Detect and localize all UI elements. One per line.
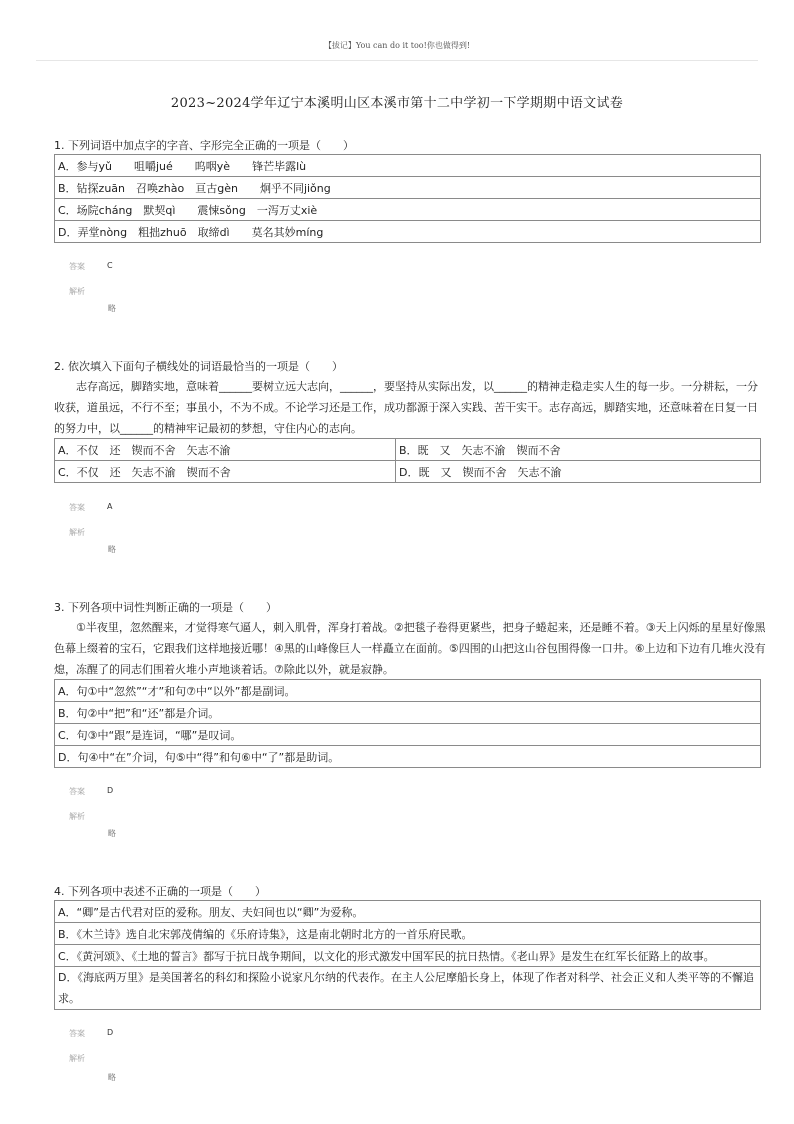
q3-options	[54, 679, 761, 768]
q4-answer-label: 答案	[69, 1029, 85, 1038]
q1-option-b[interactable]: B．钻探zuān 召唤zhào 亘古gèn 炯乎不同jiǒng	[55, 177, 761, 199]
q1-explain-label: 解析	[69, 287, 85, 296]
exam-title: 2023~2024学年辽宁本溪明山区本溪市第十二中学初一下学期期中语文试卷	[170, 96, 624, 111]
q1-option-c[interactable]: C．场院cháng 默契qì 震悚sǒng 一泻万丈xiè	[55, 199, 761, 221]
q1-option-a[interactable]: A．参与yǔ 咀嚼jué 呜咽yè 锋芒毕露lù	[55, 155, 761, 177]
q2-option-b[interactable]: B．既 又 矢志不渝 锲而不舍	[396, 439, 761, 461]
q2-option-d[interactable]: D．既 又 锲而不舍 矢志不渝	[396, 461, 761, 483]
q3-option-b[interactable]: B．句②中“把”和“还”都是介词。	[55, 702, 761, 724]
q3-answer-value: D	[107, 786, 114, 795]
q4-option-a[interactable]: A．“卿”是古代君对臣的爱称。朋友、夫妇间也以“卿”为爱称。	[55, 901, 761, 923]
q2-options	[54, 438, 761, 483]
q1-explain-icon: 略	[108, 304, 116, 313]
q2-answer-value: A	[107, 502, 113, 511]
q4-explain-icon: 略	[108, 1073, 116, 1082]
q1-answer-value: C	[107, 261, 113, 270]
q1-stem: 1. 下列词语中加点字的字音、字形完全正确的一项是（ ）	[54, 139, 354, 152]
q3-option-c[interactable]: C．句③中“跟”是连词，“哪”是叹词。	[55, 724, 761, 746]
q1-options	[54, 154, 761, 243]
q4-option-c[interactable]: C．《黄河颂》、《土地的誓言》都写于抗日战争期间，以文化的形式激发中国军民的抗日热情。《老山界》是发生在红军长征路上的故事。	[55, 945, 761, 967]
q1-answer-label: 答案	[69, 262, 85, 271]
q3-explain-label: 解析	[69, 812, 85, 821]
header-divider	[36, 60, 758, 61]
q3-passage: ①半夜里，忽然醒来，才觉得寒气逼人，刺入肌骨，浑身打着战。②把毯子卷得更紧些，把身子蜷起来，还是睡不着。③天上闪烁的星星好像黑色幕上缀着的宝石，它跟我们这样地接近哪！④黑的山峰像巨人一样矗立在面前。⑤四围的山把这山谷包围得像一口井。⑥上边和下边有几堆火没有熄，冻醒了的同志们围着火堆小声地谈着话。⑦除此以外，就是寂静。	[54, 621, 766, 676]
q4-stem: 4. 下列各项中表述不正确的一项是（ ）	[54, 885, 266, 898]
q2-option-c[interactable]: C．不仅 还 矢志不渝 锲而不舍	[55, 461, 396, 483]
q2-answer-label: 答案	[69, 503, 85, 512]
q4-options	[54, 900, 761, 1010]
q3-option-a[interactable]: A．句①中“忽然”“才”和句⑦中“以外”都是副词。	[55, 680, 761, 702]
q4-answer-value: D	[107, 1028, 114, 1037]
q4-option-b[interactable]: B．《木兰诗》选自北宋郭茂倩编的《乐府诗集》，这是南北朝时北方的一首乐府民歌。	[55, 923, 761, 945]
q3-answer-label: 答案	[69, 787, 85, 796]
q2-explain-label: 解析	[69, 528, 85, 537]
q2-stem: 2. 依次填入下面句子横线处的词语最恰当的一项是（ ）	[54, 360, 343, 373]
q2-option-a[interactable]: A．不仅 还 锲而不舍 矢志不渝	[55, 439, 396, 461]
page-header: 【拔记】You can do it too!你也做得到!	[323, 41, 471, 50]
q2-explain-icon: 略	[108, 545, 116, 554]
q1-option-d[interactable]: D．弄堂nòng 粗拙zhuō 取缔dì 莫名其妙míng	[55, 221, 761, 243]
q2-passage: 志存高远，脚踏实地，意味着______要树立远大志向，______，要坚持从实际出发，以______的精神走稳走实人生的每一步。一分耕耘，一分收获，道虽远，不行不至；事虽小，不为不成。不论学习还是工作，成功都源于深入实践、苦干实干。志存高远，脚踏实地，还意味着在日复一日的努力中，以______的精神牢记最初的梦想，守住内心的志向。	[54, 380, 758, 435]
q3-option-d[interactable]: D．句④中“在”介词，句⑤中“得”和句⑥中“了”都是助词。	[55, 746, 761, 768]
q4-explain-label: 解析	[69, 1054, 85, 1063]
q4-option-d[interactable]: D．《海底两万里》是美国著名的科幻和探险小说家凡尔纳的代表作。在主人公尼摩船长身上，体现了作者对科学、社会正义和人类平等的不懈追求。	[55, 967, 761, 1010]
q3-explain-icon: 略	[108, 829, 116, 838]
q3-stem: 3. 下列各项中词性判断正确的一项是（ ）	[54, 601, 277, 614]
